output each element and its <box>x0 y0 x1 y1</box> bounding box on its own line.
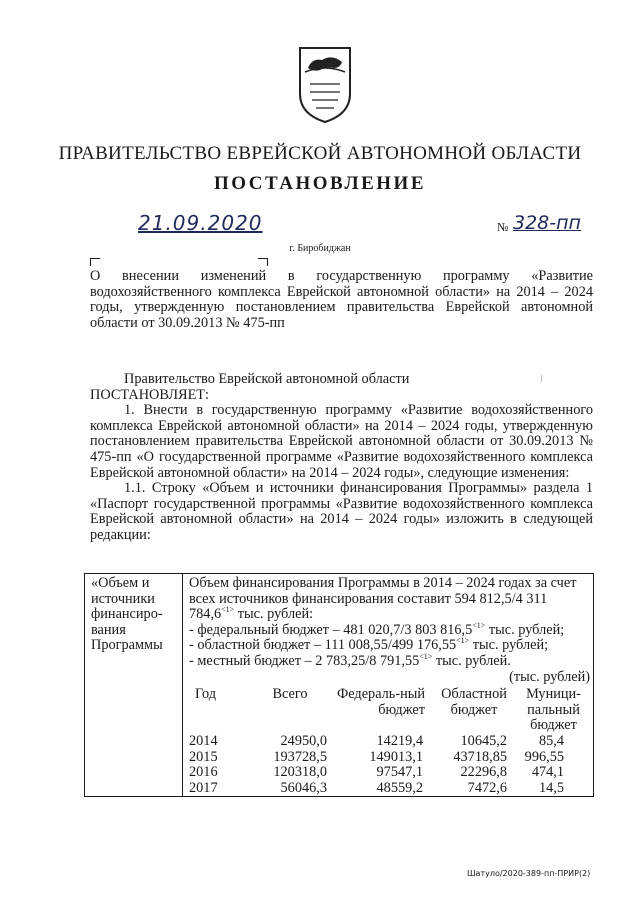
financing-table <box>84 573 594 797</box>
units-label: (тыс. рублей) <box>509 668 590 685</box>
financing-intro: Объем финансирования Программы в 2014 – 2024 годах за счет всех источников финансирования составит 594 812,5/4 311 $784,6^{<1>}$ тыс. рублей: <box>189 575 577 623</box>
table-row: 2015 193728,5 149013,1 43718,85 996,55 <box>189 748 564 765</box>
paragraph-1: 1. Внести в государственную программу «Развитие водохозяйственного комплекса Еврейской автономной области» на 2014 – 2024 годы, утвержденную постановлением правительства Еврейской автономной области от 30.09.2013 № 475-пп «О государственной программе «Развитие водохозяйственного комплекса Еврейской автономной области» на 2014 – 2024 годы», следующие изменения: <box>90 402 593 481</box>
subject-corner-right <box>258 258 268 266</box>
table-row: 2014 24950,0 14219,4 10645,2 85,4 <box>189 732 564 749</box>
table-row: 2016 120318,0 97547,1 22296,8 474,1 <box>189 764 564 781</box>
col-year-header: Год <box>195 686 217 703</box>
table-row: 2017 56046,3 48559,2 7472,6 14,5 <box>189 779 564 796</box>
col-municipal-header: Муници-пальный бюджет <box>526 686 581 734</box>
regional-budget-line: - областной бюджет – 111 008,55/499 $176,55^{<1>}$ тыс. рублей; <box>189 636 549 654</box>
city: г. Биробиджан <box>289 243 351 254</box>
preamble: Правительство Еврейской автономной области <box>124 371 410 387</box>
years-table <box>189 687 590 796</box>
body <box>90 372 593 544</box>
coat-of-arms-icon <box>296 44 354 124</box>
col-federal-header: Федераль-ный бюджет <box>336 686 425 718</box>
resolves: ПОСТАНОВЛЯЕТ: <box>90 386 210 403</box>
financing-details <box>183 574 594 797</box>
col-regional-header: Областной бюджет <box>441 686 507 718</box>
local-budget-line: - местный бюджет – 2 783,25/8 $791,55^{<1>}$ тыс. рублей. <box>189 652 511 669</box>
government-title: ПРАВИТЕЛЬСТВО ЕВРЕЙСКОЙ АВТОНОМНОЙ ОБЛАСТИ <box>58 143 582 164</box>
col-total-header: Всего <box>272 686 308 703</box>
document-date: 21.09.2020 <box>138 211 263 235</box>
subject-text: О внесении изменений в государственную программу «Развитие водохозяйственного комплекса Еврейской автономной области» на 2014 – 2024 годы, утвержденную постановлением правительства Еврейской автономной области от 30.09.2013 № 475-пп <box>90 268 593 331</box>
paragraph-1-1: 1.1. Строку «Объем и источники финансирования Программы» раздела 1 «Паспорт государственной программы «Развитие водохозяйственного комплекса Еврейской автономной области» на 2014 – 2024 годы» изложить в следующей редакции: <box>90 480 593 543</box>
federal-budget-line: - федеральный бюджет – 481 020,7/3 803 $816,5^{<1>}$ тыс. рублей; <box>189 621 565 638</box>
subject-corner-left <box>90 258 100 266</box>
financing-label: «Объем и источники финансиро-вания Программы <box>85 574 183 797</box>
footer-code: Шатуло/2020-389-пп-ПРИР(2) <box>467 869 591 878</box>
document-number: 328-пп <box>513 212 581 234</box>
document-type: ПОСТАНОВЛЕНИЕ <box>213 173 427 194</box>
number-label: № <box>497 220 509 234</box>
